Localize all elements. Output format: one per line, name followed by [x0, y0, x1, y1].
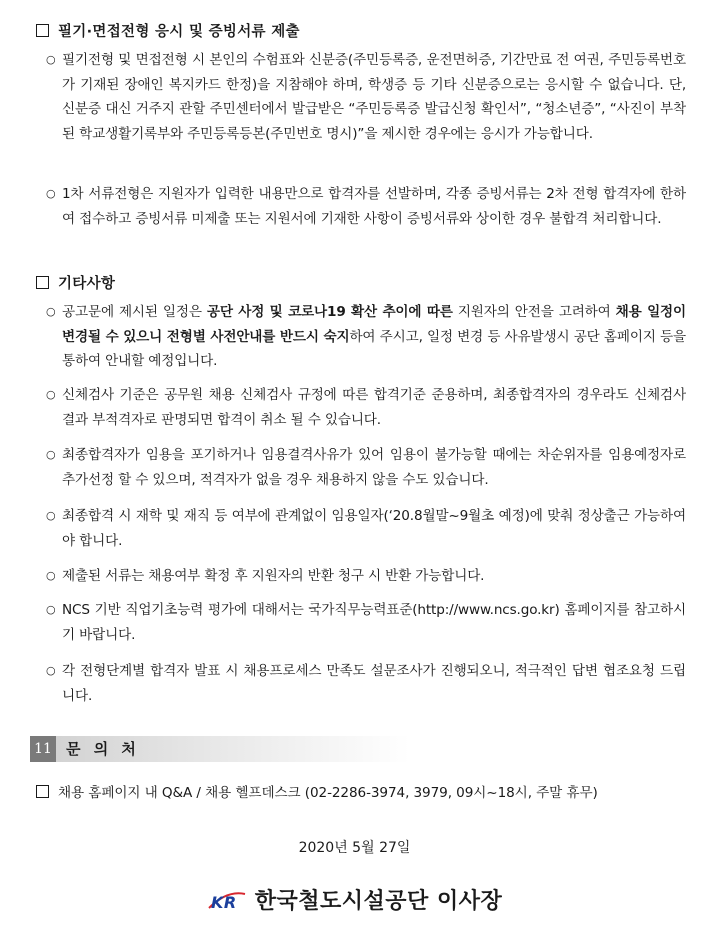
bullet-text: 각 전형단계별 합격자 발표 시 채용프로세스 만족도 설문조사가 진행되오니, 적극적인 답변 협조요청 드립니다.	[62, 663, 686, 704]
section-misc-heading	[36, 272, 115, 293]
checkbox-square-icon	[36, 785, 49, 798]
list-item	[46, 443, 686, 492]
section-exam-title: 필기·면접전형 응시 및 증빙서류 제출	[58, 24, 300, 40]
section-misc-title: 기타사항	[58, 276, 116, 292]
signature-text: 한국철도시설공단 이사장	[254, 889, 503, 914]
bullet-text-plain-3: 하여 주시고, 일정 변경 등 사유발생시 공단 홈페이지 등을 통하여 안내할 예정입니다.	[62, 328, 686, 369]
bullet-circle-icon: ○	[46, 305, 56, 318]
bullet-text: NCS 기반 직업기초능력 평가에 대해서는 국가직무능력표준(http://www.ncs.go.kr) 홈페이지를 참고하시기 바랍니다.	[62, 602, 686, 643]
bullet-circle-icon: ○	[46, 509, 56, 522]
bullet-circle-icon: ○	[46, 388, 56, 401]
bullet-circle-icon: ○	[46, 603, 56, 616]
bullet-text: 필기전형 및 면접전형 시 본인의 수험표와 신분증(주민등록증, 운전면허증, 기간만료 전 여권, 주민등록번호가 기재된 장애인 복지카드 한정)을 지참해야 하며, 학생증 등 기타 신분증으로는 응시할 수 없습니다. 단, 신분증 대신 거주지 관할 주민센터에서 발급받은 “주민등록증 발급신청 확인서”, “청소년증”, “사진이 부착된 학교생활기록부와 주민등록등본(주민번호 명시)”을 제시한 경우에는 응시가 가능합니다.	[62, 52, 686, 142]
list-item	[46, 182, 686, 231]
checkbox-square-icon	[36, 276, 49, 289]
bullet-circle-icon: ○	[46, 448, 56, 461]
bullet-circle-icon: ○	[46, 569, 56, 582]
section-exam-heading	[36, 20, 300, 41]
bullet-text: 1차 서류전형은 지원자가 입력한 내용만으로 합격자를 선발하며, 각종 증빙서류는 2차 전형 합격자에 한하여 접수하고 증빙서류 미제출 또는 지원서에 기재한 사항이 증빙서류와 상이한 경우 불합격 처리합니다.	[62, 186, 686, 227]
section-number-badge: 11	[30, 736, 56, 762]
contact-title: 문 의 처	[66, 740, 140, 758]
bullet-circle-icon: ○	[46, 53, 56, 66]
bullet-text: 제출된 서류는 채용여부 확정 후 지원자의 반환 청구 시 반환 가능합니다.	[62, 568, 485, 584]
list-item	[46, 504, 686, 553]
bullet-text: 최종합격자가 임용을 포기하거나 임용결격사유가 있어 임용이 불가능할 때에는 차순위자를 임용예정자로 추가선정 할 수 있으며, 적격자가 없을 경우 채용하지 않을 수도 있습니다.	[62, 447, 686, 488]
bullet-text: 신체검사 기준은 공무원 채용 신체검사 규정에 따른 합격기준 준용하며, 최종합격자의 경우라도 신체검사 결과 부적격자로 판명되면 합격이 취소 될 수 있습니다.	[62, 387, 686, 428]
list-item	[46, 564, 686, 589]
bullet-circle-icon: ○	[46, 187, 56, 200]
contact-text: 채용 홈페이지 내 Q&A / 채용 헬프데스크 (02-2286-3974, 3979, 09시~18시, 주말 휴무)	[58, 785, 598, 801]
bullet-text-plain-2: 지원자의 안전을 고려하여	[452, 304, 616, 320]
footer-signature-block	[0, 884, 709, 915]
contact-line	[36, 781, 598, 801]
svg-text:KR: KR	[210, 893, 237, 912]
bullet-text: 최종합격 시 재학 및 재직 등 여부에 관계없이 임용일자(‘20.8월말~9월초 예정)에 맞춰 정상출근 가능하여야 합니다.	[62, 508, 686, 549]
list-item	[46, 300, 686, 374]
list-item	[46, 659, 686, 708]
list-item	[46, 598, 686, 647]
checkbox-square-icon	[36, 24, 49, 37]
bullet-circle-icon: ○	[46, 664, 56, 677]
bullet-text-plain-1: 공고문에 제시된 일정은	[62, 304, 207, 320]
bullet-text-bold-1: 공단 사정 및 코로나19 확산 추이에 따른	[206, 304, 453, 320]
bullet-text-bold-2: 채용 일정이 변경될 수 있으니 전형별 사전안내를 반드시 숙지	[62, 304, 687, 345]
kr-logo-icon	[207, 888, 247, 912]
list-item	[46, 383, 686, 432]
list-item	[46, 48, 686, 146]
document-date: 2020년 5월 27일	[298, 840, 411, 856]
